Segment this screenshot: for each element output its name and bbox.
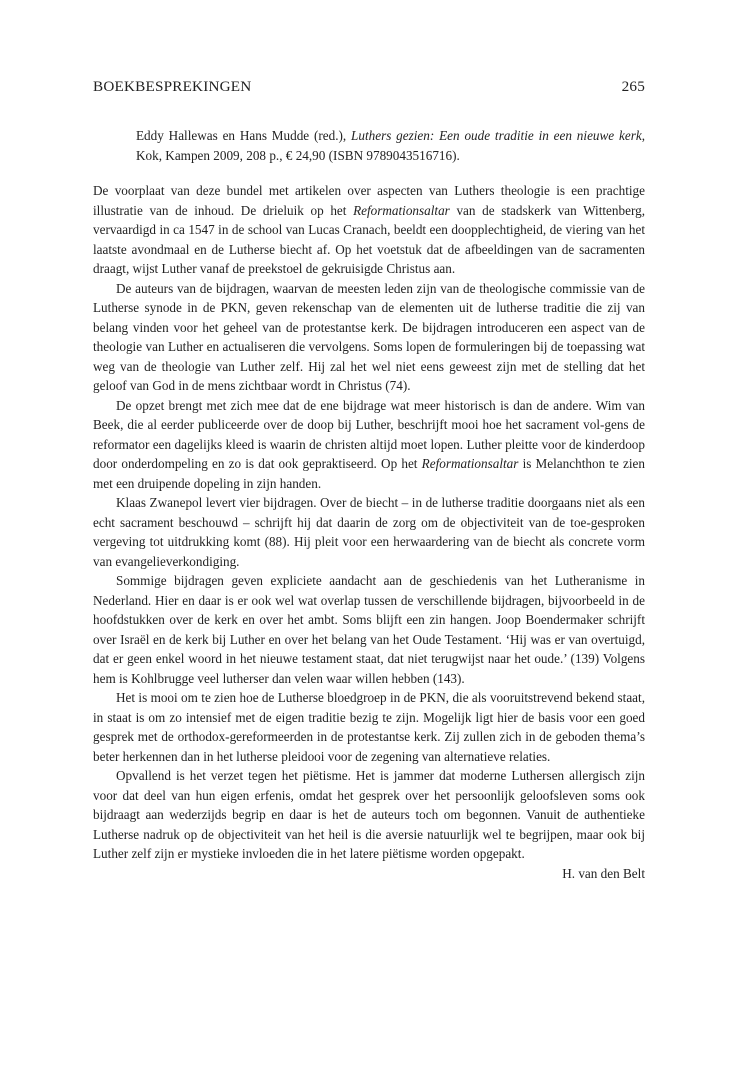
paragraph-1-part-c: van de stadskerk van Wittenberg, vervaardigd in ca 1547 in de school van Lucas Cranach, beeldt een doopplechtigheid, de viering van het laatste avondmaal en de Lutherse biecht af. Op het voetstuk dat de afbeeldingen van de sacramenten draagt, wijst Luther vanaf de preekstoel de gekruisigde Christus aan.	[93, 202, 645, 276]
paragraph-3	[93, 396, 645, 494]
paragraph-7: Opvallend is het verzet tegen het piëtisme. Het is jammer dat moderne Luthersen allergisch zijn voor dat deel van hun eigen erfenis, omdat het gesprek over het persoonlijk geloofsleven soms ook bijdraagt aan wederzijds begrip en daar is het de auteurs toch om begonnen. Vanuit de authentieke Lutherse nadruk op de objectiviteit van het heil is die aversie natuurlijk wel te begrijpen, maar ook bij Luther zelf zijn er mystieke invloeden die in het latere piëtisme worden opgepakt.	[93, 768, 645, 861]
paragraph-3-italic: Reformationsaltar	[421, 456, 519, 471]
citation-title: Luthers gezien: Een oude traditie in een nieuwe kerk	[351, 128, 642, 143]
paragraph-1	[93, 181, 645, 279]
paragraph-6: Het is mooi om te zien hoe de Lutherse bloedgroep in de PKN, die als vooruitstrevend bekend staat, in staat is om zo intensief met de eigen traditie bezig te zijn. Mogelijk ligt hier de basis voor een goed gesprek met de orthodox-gereformeerden in de protestantse kerk. Zij zullen zich in de geboden thema’s beter herkennen dan in het lutherse pleidooi voor de zegening van alternatieve relaties.	[93, 690, 645, 764]
review-body	[93, 181, 645, 883]
running-header	[93, 78, 645, 96]
citation-details: , Kok, Kampen 2009, 208 p., € 24,90 (ISBN 9789043516716).	[136, 128, 645, 163]
paragraph-1-italic: Reformationsaltar	[353, 202, 450, 218]
section-title: BOEKBESPREKINGEN	[93, 78, 252, 95]
paragraph-2: De auteurs van de bijdragen, waarvan de meesten leden zijn van de theologische commissie van de Lutherse synode in de PKN, geven rekenschap van de elementen uit de lutherse traditie die zij van belang vinden voor het geheel van de protestantse kerk. De bijdragen introduceren een aspect van de theologie van Luther en actualiseren die vervolgens. Soms lopen de formuleringen bij de toepassing wat weg van de theologie van Luther zelf. Hij zal het wel niet eens geweest zijn met de stelling dat het geloof van God in de mens zichtbaar wordt in Christus (74).	[93, 280, 645, 393]
page-number: 265	[621, 78, 645, 95]
reviewer-signature: H. van den Belt	[562, 865, 645, 881]
book-citation	[136, 126, 645, 165]
paragraph-4: Klaas Zwanepol levert vier bijdragen. Over de biecht – in de lutherse traditie doorgaans niet als een echt sacrament beschouwd – schrijft hij dat daarin de zorg om de objectiviteit van de toe-gesproken vergeving tot uitdrukking komt (88). Hij pleit voor een herwaardering van de biecht als concrete vorm van evangelieverkondiging.	[93, 495, 645, 569]
paragraph-3-part-a: De opzet brengt met zich mee dat de ene bijdrage wat meer historisch is dan de andere. Wim van Beek, die al eerder publiceerde over de doop bij Luther, beschrijft mooi hoe het sacrament vol-gens de reformator een dagelijks kleed is waarin de christen altijd moet lopen. Luther pleitte voor de kinderdoop door onderdompeling en zo is dat ook gepraktiseerd. Op het	[93, 397, 645, 471]
paragraph-5: Sommige bijdragen geven expliciete aandacht aan de geschiedenis van het Lutheranisme in Nederland. Hier en daar is er ook wel wat overlap tussen de verschillende bijdragen, bijvoorbeeld in de hoofdstukken over de kerk en over het ambt. Soms blijft een zin hangen. Joop Boendermaker schrijft over Israël en de kerk bij Luther en over het belang van het Oude Testament. ‘Hij was er van overtuigd, dat er geen enkel woord in het nieuwe testament staat, dat niet terugwijst naar het oude.’ (139) Volgens hem is Kohlbrugge veel lutherser dan velen waar willen hebben (143).	[93, 573, 645, 686]
paragraph-3-part-c: is Melanchthon te zien met een druipende dopeling in zijn handen.	[93, 456, 645, 491]
paragraph-1-part-a: De voorplaat van deze bundel met artikelen over aspecten van Luthers theologie is een prachtige illustratie van de inhoud. De drieluik op het	[93, 183, 645, 218]
citation-authors: Eddy Hallewas en Hans Mudde (red.),	[136, 128, 352, 143]
